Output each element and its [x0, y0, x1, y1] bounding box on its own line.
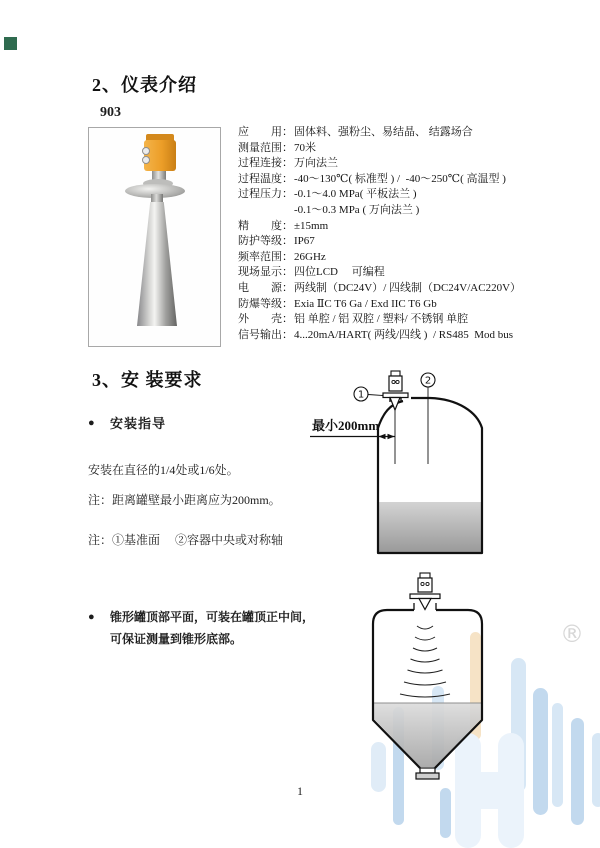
spec-row	[238, 265, 558, 281]
spec-value: Exia ⅡC T6 Ga / Exd IIC T6 Gb	[294, 297, 437, 310]
spec-value: -0.1～4.0 MPa( 平板法兰 )	[294, 188, 417, 201]
registered-trademark-icon: ®	[560, 620, 584, 648]
spec-value: 万向法兰	[294, 157, 338, 170]
spec-label: 测量范围：	[238, 141, 293, 154]
cone-tank-text-line1: 锥形罐顶部平面，可装在罐顶正中间，	[110, 610, 315, 624]
page-number: 1	[297, 784, 303, 798]
spec-value: 26GHz	[294, 250, 326, 263]
spec-row	[238, 172, 558, 188]
product-photo	[88, 127, 221, 347]
spec-label: 精 度：	[238, 219, 293, 232]
spec-label: 过程压力：	[238, 188, 293, 201]
spec-row	[238, 156, 558, 172]
cone-tank-text-line2: 可保证测量到锥形底部。	[110, 632, 243, 646]
spec-label: 现场显示：	[238, 266, 293, 279]
spec-value: -0.1～0.3 MPa ( 万向法兰 )	[294, 203, 420, 216]
spec-list	[238, 125, 558, 343]
spec-row	[238, 187, 558, 203]
svg-text:最小200mm: 最小200mm	[312, 418, 380, 433]
section-3-title: 3、安 装要求	[92, 370, 203, 390]
horn-antenna	[137, 202, 177, 326]
cone-tank-diagram	[350, 572, 510, 787]
spec-row	[238, 234, 558, 250]
spec-row	[238, 125, 558, 141]
callout-2	[421, 373, 435, 464]
spec-row	[238, 328, 558, 344]
radar-beam-arcs	[400, 626, 450, 697]
spec-value: 铝 单腔 / 铝 双腔 / 塑料/ 不锈钢 单腔	[294, 313, 469, 326]
install-position-text: 安装在直径的1/4处或1/6处。	[88, 463, 239, 477]
spec-label: 电 源：	[238, 281, 293, 294]
wall-distance-note: 注：距离罐壁最小距离应为200mm。	[88, 493, 281, 507]
bullet-icon: ●	[88, 417, 95, 429]
outlet-flange	[416, 773, 439, 779]
dome-tank-diagram	[300, 368, 550, 560]
spec-label: 外 壳：	[238, 313, 293, 326]
model-number: 903	[100, 105, 121, 120]
install-guide-heading: 安装指导	[110, 416, 167, 431]
svg-text:2: 2	[424, 375, 432, 387]
spec-row	[238, 203, 558, 219]
spec-value: 70米	[294, 141, 316, 154]
spec-label: 应 用：	[238, 126, 293, 138]
spec-label: 过程连接：	[238, 157, 293, 170]
section-2-title: 2、仪表介绍	[92, 75, 197, 95]
spec-label: 频率范围：	[238, 250, 293, 263]
watermark-bar	[571, 718, 584, 825]
spec-value: 4...20mA/HART( 两线/四线 ) / RS485 Mod bus	[294, 328, 514, 341]
svg-text:1: 1	[357, 389, 365, 401]
sensor-housing	[144, 140, 176, 171]
spec-row	[238, 312, 558, 328]
spec-value: 四位LCD 可编程	[294, 266, 385, 279]
outlet-neck	[420, 768, 435, 773]
spec-value: IP67	[294, 235, 315, 248]
cable-gland-icon	[142, 156, 150, 164]
spec-value: -40～130℃( 标准型 ) / -40～250℃( 高温型 )	[294, 172, 506, 185]
radar-sensor-icon	[383, 371, 408, 464]
spec-label: 过程温度：	[238, 172, 293, 185]
spec-row	[238, 219, 558, 235]
spec-value: 两线制（DC24V）/ 四线制（DC24V/AC220V）	[294, 281, 522, 294]
spec-label: 防爆等级：	[238, 297, 293, 310]
cable-gland-icon	[142, 147, 150, 155]
min-distance-dimension	[310, 418, 395, 439]
callout-1	[354, 387, 383, 401]
callout-legend-note: 注：①基准面 ②容器中央或对称轴	[88, 533, 284, 547]
green-corner-mark	[4, 37, 17, 50]
spec-row	[238, 297, 558, 313]
bullet-icon: ●	[88, 611, 95, 623]
tank-liquid	[379, 502, 481, 552]
spec-value: ±15mm	[294, 219, 329, 232]
spec-label: 信号输出：	[238, 328, 293, 341]
spec-label: 防护等级：	[238, 235, 293, 248]
spec-label	[238, 203, 294, 219]
tank-material-fill	[374, 703, 481, 767]
spec-row	[238, 141, 558, 157]
spec-value: 固体料、强粉尘、易结晶、 结露场合	[294, 126, 473, 138]
spec-row	[238, 281, 558, 297]
spec-row	[238, 250, 558, 266]
